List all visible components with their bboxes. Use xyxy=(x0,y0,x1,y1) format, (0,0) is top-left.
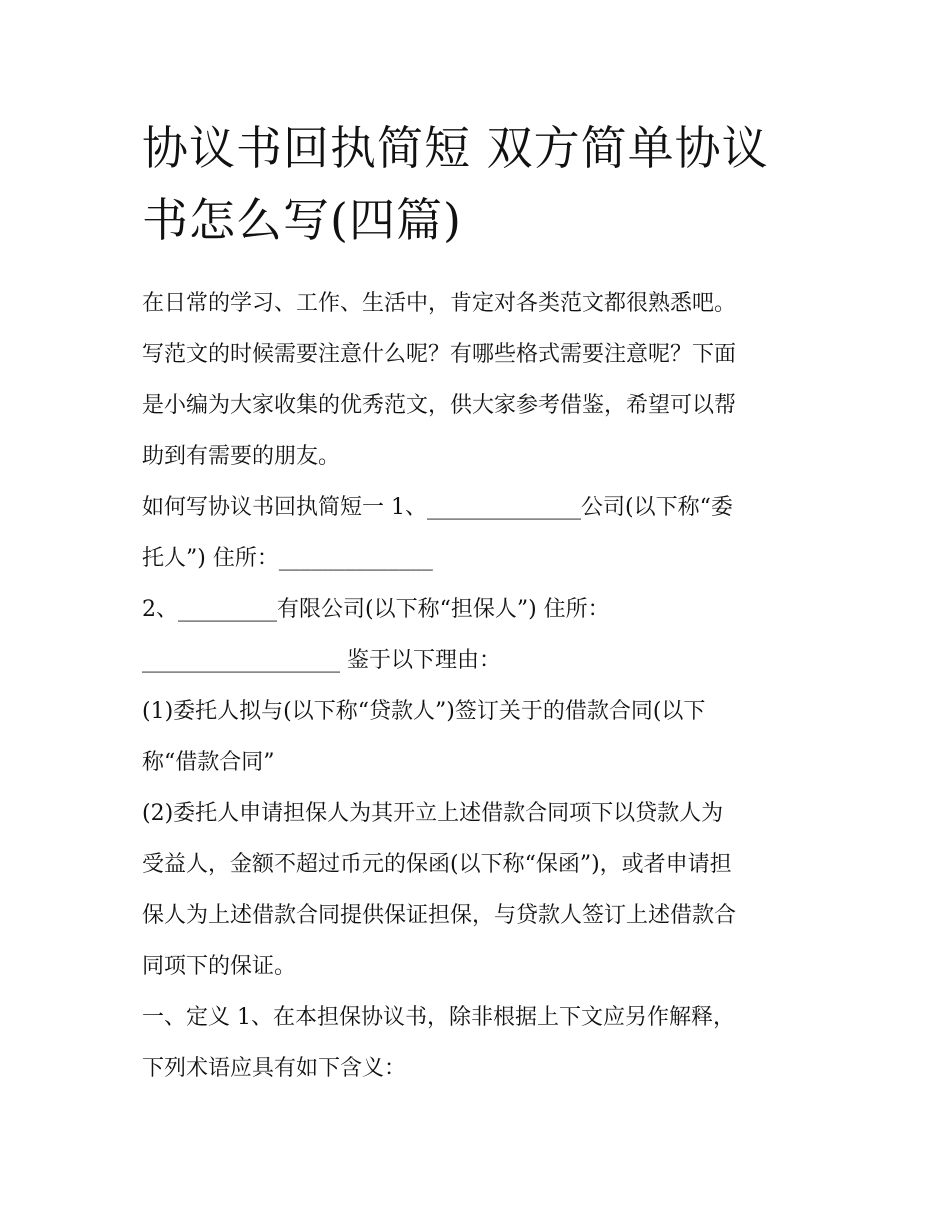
body-line-11: (2)委托人申请担保人为其开立上述借款合同项下以贷款人为 xyxy=(142,801,724,826)
body-line-9: (1)委托人拟与(以下称“贷款人”)签订关于的借款合同(以下 xyxy=(142,699,706,724)
body-line-12: 受益人，金额不超过币元的保函(以下称“保函”)，或者申请担 xyxy=(142,852,732,877)
document-body xyxy=(142,278,822,1094)
body-line-7: 2、_________有限公司(以下称“担保人”) 住所： xyxy=(142,597,610,622)
body-line-5: 如何写协议书回执简短一 1、______________公司(以下称“委 xyxy=(142,495,733,520)
body-line-14: 同项下的保证。 xyxy=(142,954,297,979)
body-line-10: 称“借款合同” xyxy=(142,750,275,775)
body-line-6: 托人”) 住所：______________ xyxy=(142,546,433,571)
body-line-1: 在日常的学习、工作、生活中，肯定对各类范文都很熟悉吧。 xyxy=(142,291,737,316)
body-line-4: 助到有需要的朋友。 xyxy=(142,444,341,469)
body-line-16: 下列术语应具有如下含义： xyxy=(142,1056,407,1081)
title-line-1: 协议书回执简短 双方简单协议 xyxy=(142,121,769,175)
document-title xyxy=(142,112,842,256)
body-line-3: 是小编为大家收集的优秀范文，供大家参考借鉴，希望可以帮 xyxy=(142,393,737,418)
body-line-8: __________________ 鉴于以下理由： xyxy=(142,648,501,673)
title-line-2: 书怎么写(四篇) xyxy=(142,193,462,247)
body-line-2: 写范文的时候需要注意什么呢？有哪些格式需要注意呢？下面 xyxy=(142,342,737,367)
body-line-15: 一、定义 1、在本担保协议书，除非根据上下文应另作解释， xyxy=(142,1005,735,1030)
body-line-13: 保人为上述借款合同提供保证担保，与贷款人签订上述借款合 xyxy=(142,903,737,928)
